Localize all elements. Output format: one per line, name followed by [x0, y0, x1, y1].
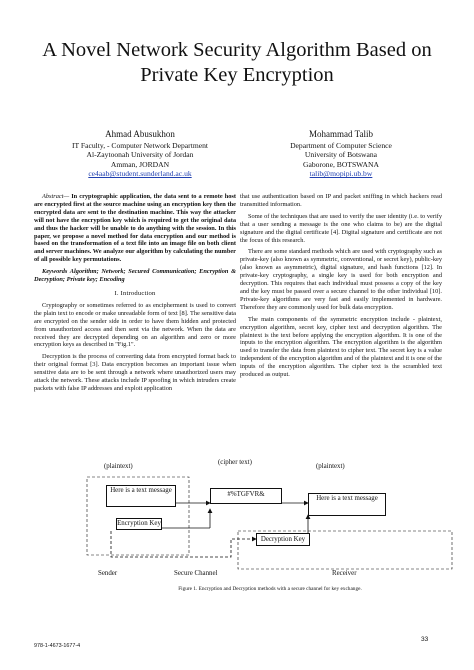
author-email-link[interactable]: talib@mopipi.ub.bw [309, 169, 373, 179]
decryption-key-box: Decryption Key [256, 533, 310, 546]
abstract-paragraph [34, 193, 236, 264]
keywords-paragraph [34, 268, 236, 284]
secure-channel-label: Secure Channel [174, 570, 218, 577]
sender-plaintext-box: Here is a text message [106, 485, 176, 507]
body-paragraph: that use authentication based on IP and packet sniffing in which hackers read transmitted information. [240, 193, 442, 208]
abstract-label: Abstract— [42, 193, 70, 200]
figure-caption: Figure 1. Encryption and Decryption methods with a secure channel for key exchange. [178, 586, 362, 592]
keywords-label: Keywords [42, 268, 68, 276]
encryption-key-box: Encryption Key [116, 518, 162, 530]
body-paragraph: Decryption is the process of converting data from encrypted format back to their original format [3]. Data encryption becomes an important issue when sensitive data are to be sent through a network where unauthorized users may attack the network. These attacks include IP spoofing in which intruders create packets with false IP addresses and exploit application [34, 353, 236, 392]
ciphertext-box: #%TGFVR& [210, 488, 282, 504]
author-email-link[interactable]: ce4aab@student.sunderland.ac.uk [88, 169, 192, 179]
paper-title: A Novel Network Security Algorithm Based on Private Key Encryption [42, 39, 432, 86]
section-heading-introduction: I. Introduction [114, 289, 156, 297]
author-affiliation-line: University of Botswana [304, 150, 378, 160]
isbn-footer: 978-1-4673-1677-4 [34, 643, 81, 649]
receiver-plaintext-box: Here is a text message [308, 493, 386, 516]
author-block-1 [40, 128, 240, 179]
author-name: Ahmad Abusukhon [105, 129, 175, 139]
author-block-2 [241, 128, 441, 179]
author-affiliation-line: Amman, JORDAN [110, 159, 170, 169]
plaintext-label-sender: (plaintext) [104, 463, 133, 470]
right-column [240, 193, 442, 383]
body-paragraph: The main components of the symmetric encryption include - plaintext, encryption algorithm, secret key, cipher text and decryption algorithm. The plaintext is the text before applying the encryption algorithm. It is one of the inputs to the encryption algorithm. The encryption algorithm is the algorithm used to transfer the data from plaintext to cipher text. The secret key is a value independent of the encryption algorithm and of the plaintext and it is one of the inputs of the encryption algorithm. The cipher text is the scrambled text produced as output. [240, 315, 442, 379]
body-paragraph: Cryptography or sometimes referred to as encipherment is used to convert the plain text to encode or make unreadable form of text [8]. The sensitive data are encrypted on the sender side in order to have them hidden and protected from unauthorized access and then sent via the network. When the data are received they are decrypted depending on an algorithm and zero or more encryption keys as described in "Fig.1". [34, 301, 236, 349]
ciphertext-label: (cipher text) [218, 459, 252, 466]
author-affiliation-line: Al-Zaytoonah University of Jordan [86, 150, 194, 160]
receiver-label: Receiver [332, 570, 357, 577]
author-affiliation-line: Department of Computer Science [290, 141, 392, 150]
secure-channel-path [111, 531, 256, 557]
left-column [34, 193, 236, 397]
keywords-text: Algorithm; Network; Secured Communication; Encryption & Decryption; Private key; Encoding [34, 268, 236, 284]
body-paragraph: There are some standard methods which are used with cryptography such as private-key (also known as symmetric, conventional, or secret key), public-key (also known as asymmetric), digital signature, and hash functions [12]. In private-key cryptography, a single key is used for both encryption and decryption. This requires that each individual must possess a copy of the key and the key must be passed over a secure channel to the other individual [10]. Private-key algorithms are very fast and easily implemented in hardware. Therefore they are commonly used for bulk data encryption. [240, 248, 442, 311]
plaintext-label-receiver: (plaintext) [316, 463, 345, 470]
abstract-text: In cryptographic application, the data sent to a remote host are encrypted first at the source machine using an encryption key then the encrypted data are sent to the destination machine. This way the attacker will not have the encryption key which is required to get the original data and thus the hacker will be unable to do anything with the session. In this paper, we propose a novel method for data encryption and our method is based on the transformation of a text file into an image file on both client and server machines. We analyze our algorithm by calculating the number of all possible key permutations. [34, 193, 236, 264]
body-paragraph: Some of the techniques that are used to verify the user identity (i.e. to verify that a user sending a message is the one who claims to be) are the digital signature and the digital certificate [4]. Digital signature and certificate are not the focus of this research. [240, 212, 442, 244]
author-affiliation-line: IT Faculty, - Computer Network Department [71, 141, 209, 150]
author-affiliation-line: Gaborone, BOTSWANA [303, 159, 379, 169]
page-number: 33 [421, 636, 429, 643]
author-name: Mohammad Talib [309, 129, 373, 139]
sender-label: Sender [98, 570, 118, 577]
figure-1-diagram [86, 461, 454, 583]
